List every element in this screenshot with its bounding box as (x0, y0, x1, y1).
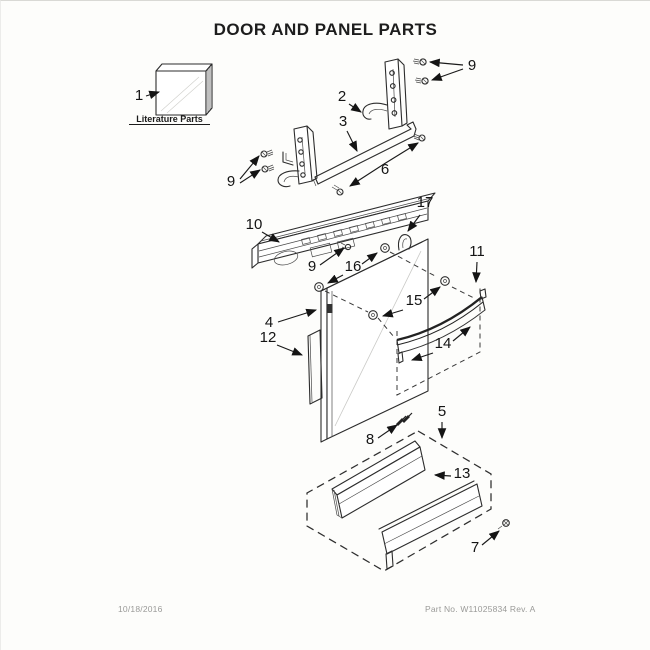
mounting-rail (313, 122, 425, 195)
door-clip (398, 235, 411, 250)
callout-5: 5 (437, 403, 447, 420)
hinge-right (363, 59, 407, 129)
literature-parts-label: Literature Parts (136, 114, 203, 124)
screws-hinge-right (413, 59, 428, 84)
grommet (381, 244, 390, 253)
hinge-left (278, 126, 317, 187)
callout-13: 13 (453, 465, 471, 482)
footer-date: 10/18/2016 (118, 604, 163, 614)
callout-3: 3 (338, 113, 348, 130)
door-bottom-screws (397, 413, 412, 425)
grommet (315, 283, 324, 292)
callout-4: 4 (264, 314, 274, 331)
callout-12: 12 (259, 329, 277, 346)
callout-10: 10 (245, 216, 263, 233)
footer-part-number: Part No. W11025834 Rev. A (425, 604, 536, 614)
side-trim-strip (308, 330, 322, 404)
callout-9-mid: 9 (307, 258, 317, 275)
page-title: DOOR AND PANEL PARTS (213, 20, 438, 39)
callout-9-left: 9 (226, 173, 236, 190)
callout-11: 11 (469, 243, 485, 260)
callout-17: 17 (416, 194, 434, 211)
callout-7: 7 (470, 539, 480, 556)
callout-6: 6 (380, 161, 390, 178)
exploded-diagram (1, 1, 650, 650)
callout-2: 2 (337, 88, 347, 105)
callout-1: 1 (134, 87, 144, 104)
toe-panel-screw (498, 520, 509, 529)
toe-panel (379, 481, 509, 569)
callout-15: 15 (405, 292, 423, 309)
callout-14: 14 (434, 335, 452, 352)
callout-16: 16 (344, 258, 362, 275)
callout-labels (135, 57, 485, 556)
callout-8: 8 (365, 431, 375, 448)
grommet (441, 277, 450, 286)
door-latch-detail (328, 304, 333, 313)
callout-9-upper: 9 (467, 57, 477, 74)
screws-hinge-left (261, 150, 274, 172)
